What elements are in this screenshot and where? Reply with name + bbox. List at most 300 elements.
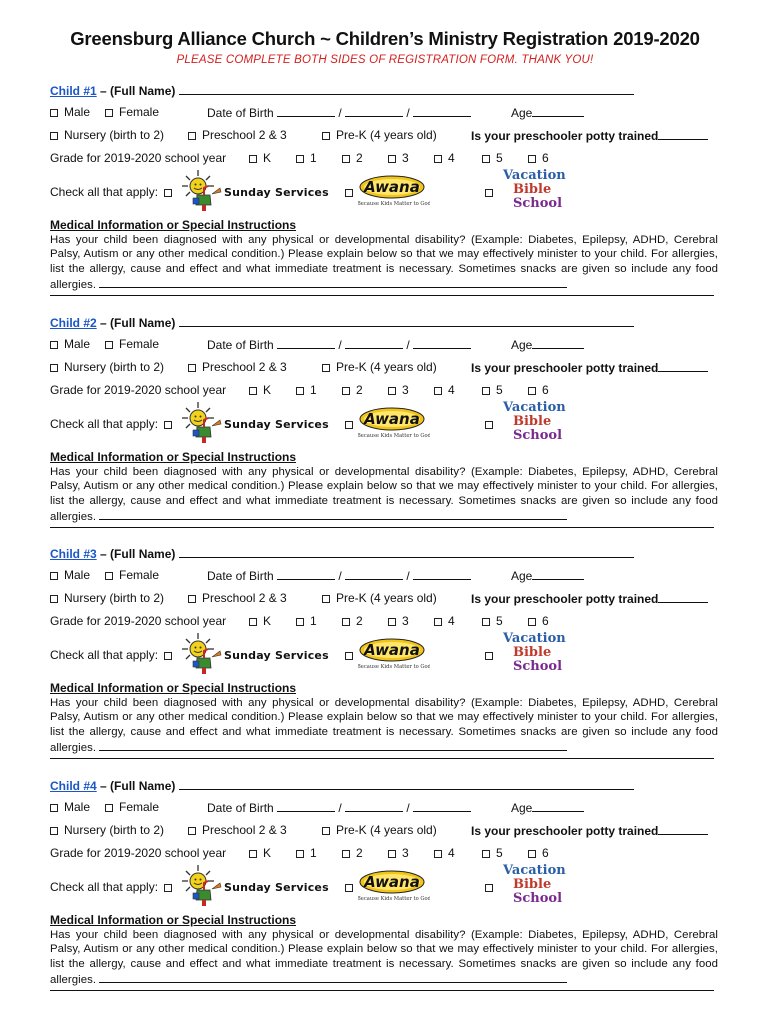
grade-option-2[interactable]	[342, 383, 363, 397]
dob-day-field[interactable]	[345, 105, 403, 117]
male-checkbox[interactable]	[50, 572, 58, 580]
sunday-services-checkbox[interactable]	[164, 652, 172, 660]
medical-paragraph	[50, 233, 718, 293]
grade-checkbox[interactable]	[249, 850, 257, 858]
male-label: Male	[64, 105, 91, 119]
prek-label: Pre-K (4 years old)	[336, 823, 437, 837]
grade-checkbox[interactable]	[482, 387, 490, 395]
vbs-logo	[497, 861, 577, 908]
potty-trained-row	[471, 128, 708, 143]
preschool-checkbox[interactable]	[188, 364, 196, 372]
full-name-label: – (Full Name)	[100, 779, 176, 793]
grade-option-6[interactable]	[528, 614, 549, 628]
nursery-label: Nursery (birth to 2)	[64, 591, 165, 605]
grade-text: 1	[310, 383, 317, 397]
awana-wordmark: Awana	[364, 873, 420, 891]
male-label: Male	[64, 800, 91, 814]
gender-female-option[interactable]	[105, 800, 159, 814]
vbs-word-2: Bible	[513, 182, 552, 197]
medical-title: Medical Information or Special Instructions	[50, 913, 297, 927]
grade-option-5[interactable]	[482, 614, 503, 628]
dob-label: Date of Birth	[207, 338, 274, 352]
potty-trained-row	[471, 823, 708, 838]
awana-checkbox[interactable]	[345, 421, 353, 429]
nursery-label: Nursery (birth to 2)	[64, 128, 165, 142]
grade-checkbox[interactable]	[342, 618, 350, 626]
vbs-word-1: Vacation	[503, 631, 566, 646]
male-label: Male	[64, 337, 91, 351]
grade-checkbox[interactable]	[434, 618, 442, 626]
sunday-services-checkbox[interactable]	[164, 189, 172, 197]
grade-text: K	[263, 846, 272, 860]
grade-label: Grade for 2019-2020 school year	[50, 846, 227, 860]
check-all-label	[50, 880, 178, 894]
sunday-services-logo	[180, 631, 228, 680]
dob-separator: /	[338, 569, 342, 583]
grade-checkbox[interactable]	[482, 850, 490, 858]
grade-text: 3	[402, 846, 409, 860]
dob-separator: /	[338, 106, 342, 120]
dob-day-field[interactable]	[345, 337, 403, 349]
dob-day-field[interactable]	[345, 800, 403, 812]
female-checkbox[interactable]	[105, 804, 113, 812]
male-checkbox[interactable]	[50, 341, 58, 349]
grade-option-4[interactable]	[434, 846, 455, 860]
grade-checkbox[interactable]	[388, 387, 396, 395]
grade-checkbox[interactable]	[528, 387, 536, 395]
dob-row	[207, 800, 471, 815]
awana-logo	[358, 868, 430, 907]
awana-logo	[358, 636, 430, 675]
female-label: Female	[119, 568, 160, 582]
grade-checkbox[interactable]	[296, 618, 304, 626]
grade-text: 2	[356, 846, 363, 860]
age-field[interactable]	[532, 337, 584, 349]
child-name-row	[50, 778, 634, 793]
age-field[interactable]	[532, 105, 584, 117]
dob-label: Date of Birth	[207, 801, 274, 815]
nursery-checkbox[interactable]	[50, 364, 58, 372]
prek-option[interactable]	[322, 823, 437, 837]
male-checkbox[interactable]	[50, 109, 58, 117]
age-field[interactable]	[532, 568, 584, 580]
medical-notes-field[interactable]	[99, 276, 567, 288]
potty-trained-label: Is your preschooler potty trained	[471, 129, 659, 143]
grade-text: K	[263, 151, 272, 165]
awana-checkbox[interactable]	[345, 652, 353, 660]
awana-checkbox[interactable]	[345, 189, 353, 197]
age-label: Age	[511, 569, 533, 583]
grade-option-k[interactable]	[249, 614, 271, 628]
potty-trained-label: Is your preschooler potty trained	[471, 824, 659, 838]
awana-logo	[358, 405, 430, 444]
awana-option[interactable]	[345, 648, 359, 662]
dob-year-field[interactable]	[413, 800, 471, 812]
grade-checkbox[interactable]	[434, 155, 442, 163]
awana-tagline: Because Kids Matter to God	[358, 201, 430, 207]
grade-checkbox[interactable]	[434, 850, 442, 858]
grade-text: 1	[310, 614, 317, 628]
gender-male-option[interactable]	[50, 568, 90, 582]
preschool-checkbox[interactable]	[188, 595, 196, 603]
grade-option-k[interactable]	[249, 846, 271, 860]
grade-text: 3	[402, 614, 409, 628]
vbs-word-2: Bible	[513, 877, 552, 892]
vbs-word-3: School	[513, 891, 563, 903]
vbs-logo	[497, 166, 577, 213]
preschool-checkbox[interactable]	[188, 827, 196, 835]
age-row	[511, 337, 584, 352]
dob-separator: /	[406, 569, 410, 583]
grade-text: K	[263, 383, 272, 397]
dob-separator: /	[338, 801, 342, 815]
awana-option[interactable]	[345, 417, 359, 431]
medical-paragraph	[50, 465, 718, 525]
preschool-option[interactable]	[188, 128, 287, 142]
vbs-checkbox[interactable]	[485, 652, 493, 660]
sun-kid-icon	[180, 631, 228, 675]
potty-trained-field[interactable]	[658, 360, 708, 372]
sunday-services-checkbox[interactable]	[164, 884, 172, 892]
medical-title: Medical Information or Special Instructions	[50, 681, 297, 695]
grade-checkbox[interactable]	[249, 387, 257, 395]
grade-checkbox[interactable]	[296, 387, 304, 395]
medical-text: Has your child been diagnosed with any physical or developmental disability? (Example: Diabetes, Epilepsy, ADHD, Cerebral Palsy, Autism or any other medical condition.) Please explain below so that we may effectively minister to your child. For allergies, list the allergy, cause and effect and what immediate treatment is necessary. Sometimes snacks are given so include any food allergies.	[50, 929, 718, 987]
form-subtitle: PLEASE COMPLETE BOTH SIDES OF REGISTRATION FORM. THANK YOU!	[176, 54, 594, 66]
grade-text: 1	[310, 846, 317, 860]
potty-trained-field[interactable]	[658, 591, 708, 603]
check-all-label	[50, 648, 178, 662]
grade-option-3[interactable]	[388, 151, 409, 165]
grade-option-6[interactable]	[528, 151, 549, 165]
preschool-label: Preschool 2 & 3	[202, 591, 287, 605]
grade-text: 1	[310, 151, 317, 165]
age-label: Age	[511, 106, 533, 120]
dob-day-field[interactable]	[345, 568, 403, 580]
prek-checkbox[interactable]	[322, 132, 330, 140]
grade-checkbox[interactable]	[388, 155, 396, 163]
grade-checkbox[interactable]	[342, 155, 350, 163]
check-all-text: Check all that apply:	[50, 417, 159, 431]
dob-year-field[interactable]	[413, 568, 471, 580]
grade-option-6[interactable]	[528, 383, 549, 397]
grade-checkbox[interactable]	[528, 155, 536, 163]
awana-logo-icon	[358, 405, 430, 439]
grade-checkbox[interactable]	[528, 850, 536, 858]
awana-wordmark: Awana	[364, 410, 420, 428]
child-name-row	[50, 546, 634, 561]
grade-text: 2	[356, 383, 363, 397]
dob-separator: /	[406, 338, 410, 352]
dob-month-field[interactable]	[277, 800, 335, 812]
sun-kid-icon	[180, 863, 228, 907]
grade-text: 6	[542, 151, 549, 165]
child-number-label: Child #4	[50, 779, 97, 793]
grade-label: Grade for 2019-2020 school year	[50, 151, 227, 165]
medical-text: Has your child been diagnosed with any physical or developmental disability? (Example: Diabetes, Epilepsy, ADHD, Cerebral Palsy, Autism or any other medical condition.) Please explain below so that we may effectively minister to your child. For allergies, list the allergy, cause and effect and what immediate treatment is necessary. Sometimes snacks are given so include any food allergies.	[50, 234, 718, 292]
grade-text: 2	[356, 614, 363, 628]
grade-option-3[interactable]	[388, 383, 409, 397]
grade-option-2[interactable]	[342, 846, 363, 860]
female-label: Female	[119, 105, 160, 119]
child-number-label: Child #3	[50, 547, 97, 561]
medical-notes-line[interactable]	[50, 990, 714, 991]
grade-text: 5	[496, 383, 503, 397]
grade-text: 4	[448, 614, 455, 628]
prek-option[interactable]	[322, 591, 437, 605]
grade-checkbox[interactable]	[482, 618, 490, 626]
preschool-label: Preschool 2 & 3	[202, 360, 287, 374]
nursery-checkbox[interactable]	[50, 595, 58, 603]
medical-notes-line[interactable]	[50, 295, 714, 296]
sun-kid-icon	[180, 168, 228, 212]
preschool-label: Preschool 2 & 3	[202, 823, 287, 837]
dob-separator: /	[338, 338, 342, 352]
awana-option[interactable]	[345, 880, 359, 894]
age-row	[511, 105, 584, 120]
grade-checkbox[interactable]	[249, 155, 257, 163]
age-label: Age	[511, 338, 533, 352]
age-label: Age	[511, 801, 533, 815]
dob-year-field[interactable]	[413, 105, 471, 117]
male-checkbox[interactable]	[50, 804, 58, 812]
vbs-word-3: School	[513, 428, 563, 440]
male-label: Male	[64, 568, 91, 582]
gender-male-option[interactable]	[50, 105, 90, 119]
sunday-services-checkbox[interactable]	[164, 421, 172, 429]
vbs-checkbox[interactable]	[485, 421, 493, 429]
gender-male-option[interactable]	[50, 800, 90, 814]
potty-trained-field[interactable]	[658, 823, 708, 835]
potty-trained-row	[471, 360, 708, 375]
check-all-label	[50, 417, 178, 431]
grade-checkbox[interactable]	[342, 850, 350, 858]
sunday-services-label: Sunday Services	[224, 649, 329, 662]
grade-text: 6	[542, 383, 549, 397]
age-field[interactable]	[532, 800, 584, 812]
medical-paragraph	[50, 696, 718, 756]
preschool-label: Preschool 2 & 3	[202, 128, 287, 142]
grade-checkbox[interactable]	[528, 618, 536, 626]
grade-option-3[interactable]	[388, 614, 409, 628]
nursery-option[interactable]	[50, 823, 164, 837]
awana-wordmark: Awana	[364, 641, 420, 659]
awana-tagline: Because Kids Matter to God	[358, 896, 430, 902]
potty-trained-row	[471, 591, 708, 606]
grade-checkbox[interactable]	[434, 387, 442, 395]
nursery-label: Nursery (birth to 2)	[64, 823, 165, 837]
female-label: Female	[119, 337, 160, 351]
vbs-logo-icon	[497, 861, 577, 903]
grade-text: 4	[448, 383, 455, 397]
grade-option-1[interactable]	[296, 846, 317, 860]
prek-checkbox[interactable]	[322, 827, 330, 835]
grade-option-1[interactable]	[296, 614, 317, 628]
grade-text: 5	[496, 614, 503, 628]
dob-year-field[interactable]	[413, 337, 471, 349]
vbs-word-3: School	[513, 196, 563, 208]
nursery-option[interactable]	[50, 360, 164, 374]
full-name-field[interactable]	[179, 778, 634, 790]
nursery-checkbox[interactable]	[50, 132, 58, 140]
vbs-word-1: Vacation	[503, 400, 566, 415]
vbs-logo-icon	[497, 166, 577, 208]
grade-checkbox[interactable]	[342, 387, 350, 395]
prek-option[interactable]	[322, 360, 437, 374]
nursery-checkbox[interactable]	[50, 827, 58, 835]
dob-month-field[interactable]	[277, 105, 335, 117]
vbs-logo-icon	[497, 398, 577, 440]
dob-separator: /	[406, 801, 410, 815]
female-checkbox[interactable]	[105, 341, 113, 349]
grade-checkbox[interactable]	[388, 618, 396, 626]
age-row	[511, 568, 584, 583]
dob-row	[207, 105, 471, 120]
preschool-checkbox[interactable]	[188, 132, 196, 140]
awana-wordmark: Awana	[364, 178, 420, 196]
prek-label: Pre-K (4 years old)	[336, 360, 437, 374]
grade-label: Grade for 2019-2020 school year	[50, 614, 227, 628]
medical-title: Medical Information or Special Instructions	[50, 218, 297, 232]
preschool-option[interactable]	[188, 591, 287, 605]
grade-checkbox[interactable]	[296, 155, 304, 163]
vbs-checkbox[interactable]	[485, 189, 493, 197]
awana-logo-icon	[358, 636, 430, 670]
child-number-label: Child #2	[50, 316, 97, 330]
grade-option-1[interactable]	[296, 151, 317, 165]
medical-notes-line[interactable]	[50, 758, 714, 759]
medical-notes-field[interactable]	[99, 508, 567, 520]
awana-logo-icon	[358, 173, 430, 207]
gender-male-option[interactable]	[50, 337, 90, 351]
grade-option-3[interactable]	[388, 846, 409, 860]
prek-option[interactable]	[322, 128, 437, 142]
grade-checkbox[interactable]	[249, 618, 257, 626]
medical-notes-field[interactable]	[99, 971, 567, 983]
sunday-services-logo	[180, 863, 228, 912]
preschool-option[interactable]	[188, 823, 287, 837]
grade-option-6[interactable]	[528, 846, 549, 860]
check-all-label	[50, 185, 178, 199]
child-section-4	[0, 773, 770, 1005]
dob-label: Date of Birth	[207, 569, 274, 583]
full-name-field[interactable]	[179, 315, 634, 327]
grade-option-4[interactable]	[434, 151, 455, 165]
grade-text: K	[263, 614, 272, 628]
vbs-word-2: Bible	[513, 414, 552, 429]
medical-title: Medical Information or Special Instructions	[50, 450, 297, 464]
medical-notes-line[interactable]	[50, 527, 714, 528]
awana-option[interactable]	[345, 185, 359, 199]
dob-row	[207, 568, 471, 583]
vbs-logo	[497, 398, 577, 445]
potty-trained-label: Is your preschooler potty trained	[471, 592, 659, 606]
grade-checkbox[interactable]	[482, 155, 490, 163]
medical-notes-field[interactable]	[99, 739, 567, 751]
grade-checkbox[interactable]	[388, 850, 396, 858]
vbs-word-3: School	[513, 659, 563, 671]
female-checkbox[interactable]	[105, 572, 113, 580]
awana-logo	[358, 173, 430, 212]
nursery-option[interactable]	[50, 591, 164, 605]
grade-option-4[interactable]	[434, 383, 455, 397]
nursery-option[interactable]	[50, 128, 164, 142]
vbs-logo	[497, 629, 577, 676]
gender-female-option[interactable]	[105, 568, 159, 582]
sunday-services-label: Sunday Services	[224, 186, 329, 199]
gender-female-option[interactable]	[105, 105, 159, 119]
grade-option-5[interactable]	[482, 846, 503, 860]
dob-month-field[interactable]	[277, 568, 335, 580]
prek-checkbox[interactable]	[322, 364, 330, 372]
grade-option-2[interactable]	[342, 151, 363, 165]
medical-text: Has your child been diagnosed with any physical or developmental disability? (Example: Diabetes, Epilepsy, ADHD, Cerebral Palsy, Autism or any other medical condition.) Please explain below so that we may effectively minister to your child. For allergies, list the allergy, cause and effect and what immediate treatment is necessary. Sometimes snacks are given so include any food allergies.	[50, 697, 718, 755]
nursery-label: Nursery (birth to 2)	[64, 360, 165, 374]
sunday-services-logo	[180, 400, 228, 449]
full-name-field[interactable]	[179, 83, 634, 95]
form-title: Greensburg Alliance Church ~ Children’s Ministry Registration 2019-2020	[70, 28, 700, 49]
medical-paragraph	[50, 928, 718, 988]
full-name-field[interactable]	[179, 546, 634, 558]
vbs-checkbox[interactable]	[485, 884, 493, 892]
child-section-1	[0, 78, 770, 310]
gender-female-option[interactable]	[105, 337, 159, 351]
grade-text: 6	[542, 846, 549, 860]
grade-checkbox[interactable]	[296, 850, 304, 858]
medical-text: Has your child been diagnosed with any physical or developmental disability? (Example: Diabetes, Epilepsy, ADHD, Cerebral Palsy, Autism or any other medical condition.) Please explain below so that we may effectively minister to your child. For allergies, list the allergy, cause and effect and what immediate treatment is necessary. Sometimes snacks are given so include any food allergies.	[50, 466, 718, 524]
grade-option-k[interactable]	[249, 151, 271, 165]
sunday-services-label: Sunday Services	[224, 881, 329, 894]
grade-text: 4	[448, 846, 455, 860]
child-name-row	[50, 83, 634, 98]
dob-row	[207, 337, 471, 352]
grade-text: 6	[542, 614, 549, 628]
sunday-services-logo	[180, 168, 228, 217]
awana-logo-icon	[358, 868, 430, 902]
female-checkbox[interactable]	[105, 109, 113, 117]
dob-month-field[interactable]	[277, 337, 335, 349]
grade-option-k[interactable]	[249, 383, 271, 397]
grade-text: 3	[402, 151, 409, 165]
potty-trained-label: Is your preschooler potty trained	[471, 361, 659, 375]
dob-label: Date of Birth	[207, 106, 274, 120]
grade-option-4[interactable]	[434, 614, 455, 628]
child-number-label: Child #1	[50, 84, 97, 98]
grade-option-2[interactable]	[342, 614, 363, 628]
check-all-text: Check all that apply:	[50, 648, 159, 662]
grade-text: 3	[402, 383, 409, 397]
grade-option-1[interactable]	[296, 383, 317, 397]
child-name-row	[50, 315, 634, 330]
grade-option-5[interactable]	[482, 151, 503, 165]
grade-label: Grade for 2019-2020 school year	[50, 383, 227, 397]
full-name-label: – (Full Name)	[100, 84, 176, 98]
awana-checkbox[interactable]	[345, 884, 353, 892]
vbs-word-1: Vacation	[503, 168, 566, 183]
preschool-option[interactable]	[188, 360, 287, 374]
age-row	[511, 800, 584, 815]
child-section-2	[0, 310, 770, 542]
potty-trained-field[interactable]	[658, 128, 708, 140]
female-label: Female	[119, 800, 160, 814]
grade-text: 5	[496, 846, 503, 860]
sun-kid-icon	[180, 400, 228, 444]
vbs-word-1: Vacation	[503, 863, 566, 878]
prek-checkbox[interactable]	[322, 595, 330, 603]
grade-option-5[interactable]	[482, 383, 503, 397]
prek-label: Pre-K (4 years old)	[336, 128, 437, 142]
grade-text: 5	[496, 151, 503, 165]
